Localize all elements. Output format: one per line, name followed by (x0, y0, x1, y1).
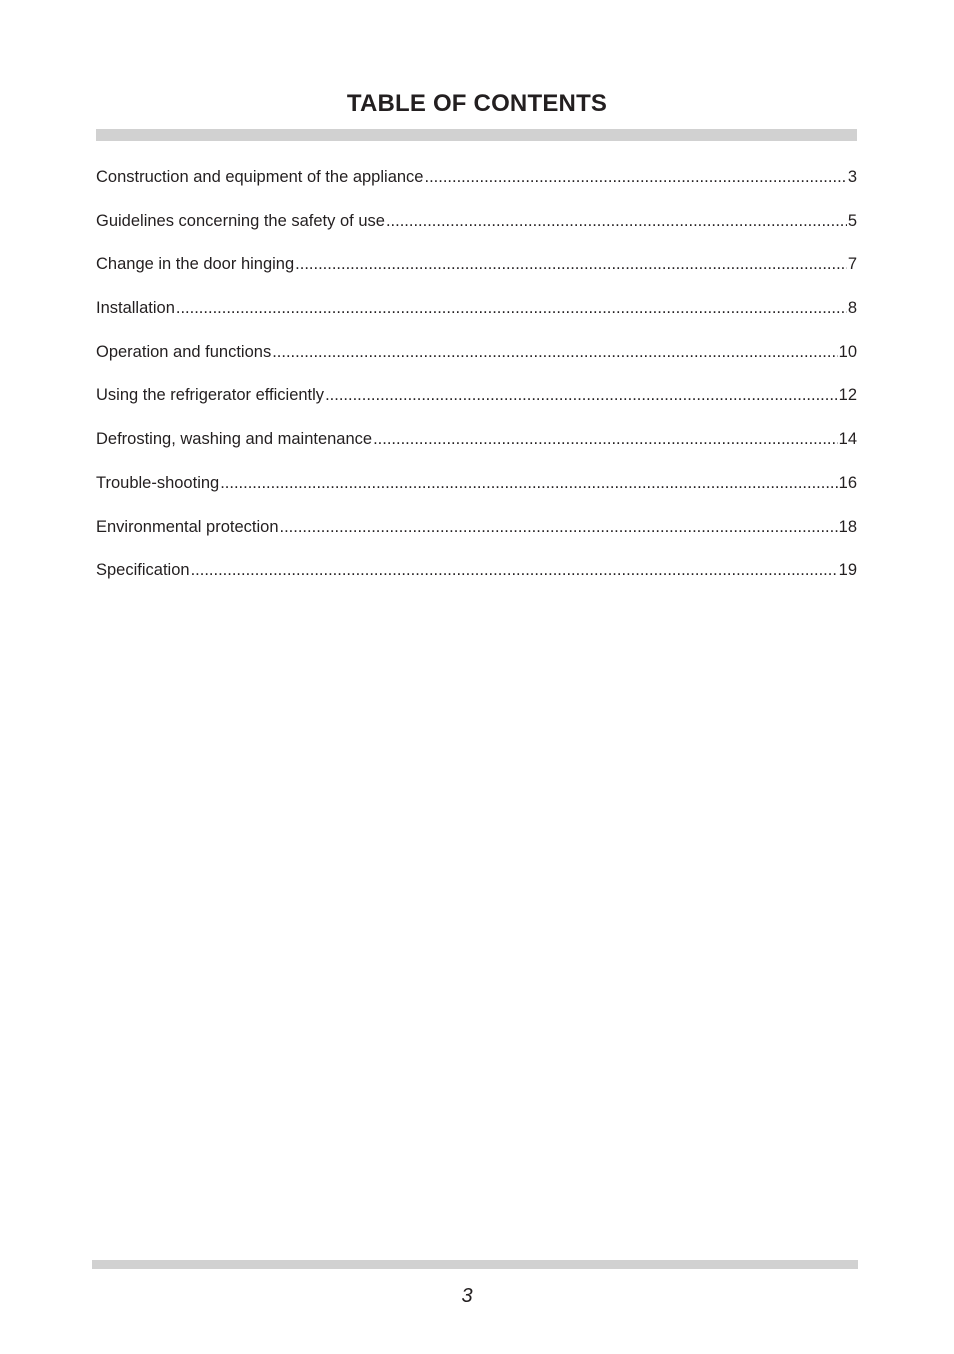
toc-entry-label: Change in the door hinging (96, 255, 295, 274)
toc-entry[interactable] (96, 561, 857, 605)
toc-dot-leader (191, 561, 838, 580)
toc-entry-page: 14 (838, 430, 857, 449)
toc-entry-page: 18 (838, 517, 857, 536)
toc-entry-label: Installation (96, 299, 175, 318)
toc-entry[interactable] (96, 386, 857, 430)
toc-entry[interactable] (96, 518, 857, 562)
toc-entry[interactable] (96, 168, 857, 212)
table-of-contents (96, 168, 857, 605)
toc-dot-leader (295, 255, 847, 274)
toc-dot-leader (272, 343, 837, 362)
title-underline-bar (96, 129, 857, 141)
toc-entry-page: 12 (838, 386, 857, 405)
toc-entry[interactable] (96, 430, 857, 474)
toc-entry-label: Construction and equipment of the appliance (96, 168, 424, 186)
toc-dot-leader (386, 212, 847, 231)
toc-dot-leader (424, 168, 846, 187)
toc-entry-label: Environmental protection (96, 517, 279, 536)
toc-entry[interactable] (96, 255, 857, 299)
toc-dot-leader (220, 474, 837, 493)
toc-dot-leader (176, 299, 847, 318)
toc-entry-page: 16 (838, 473, 857, 492)
toc-entry-label: Using the refrigerator efficiently (96, 386, 325, 405)
toc-entry-page: 7 (847, 255, 857, 274)
toc-dot-leader (373, 430, 838, 449)
toc-entry-page: 5 (847, 211, 857, 230)
toc-entry[interactable] (96, 299, 857, 343)
toc-dot-leader (325, 386, 838, 405)
footer-bar (92, 1260, 858, 1269)
toc-entry-page: 10 (838, 342, 857, 361)
toc-entry-label: Specification (96, 561, 190, 580)
toc-entry-label: Defrosting, washing and maintenance (96, 430, 373, 449)
toc-entry[interactable] (96, 474, 857, 518)
toc-entry-page: 19 (838, 561, 857, 580)
toc-entry-label: Guidelines concerning the safety of use (96, 211, 385, 230)
page-number: 3 (461, 1285, 473, 1307)
toc-entry[interactable] (96, 343, 857, 387)
toc-dot-leader (280, 518, 838, 537)
page-title: TABLE OF CONTENTS (346, 90, 608, 117)
toc-entry-label: Trouble-shooting (96, 473, 220, 492)
toc-entry-label: Operation and functions (96, 342, 272, 361)
toc-entry-page: 8 (847, 299, 857, 318)
toc-entry-page: 3 (847, 168, 857, 186)
toc-entry[interactable] (96, 212, 857, 256)
